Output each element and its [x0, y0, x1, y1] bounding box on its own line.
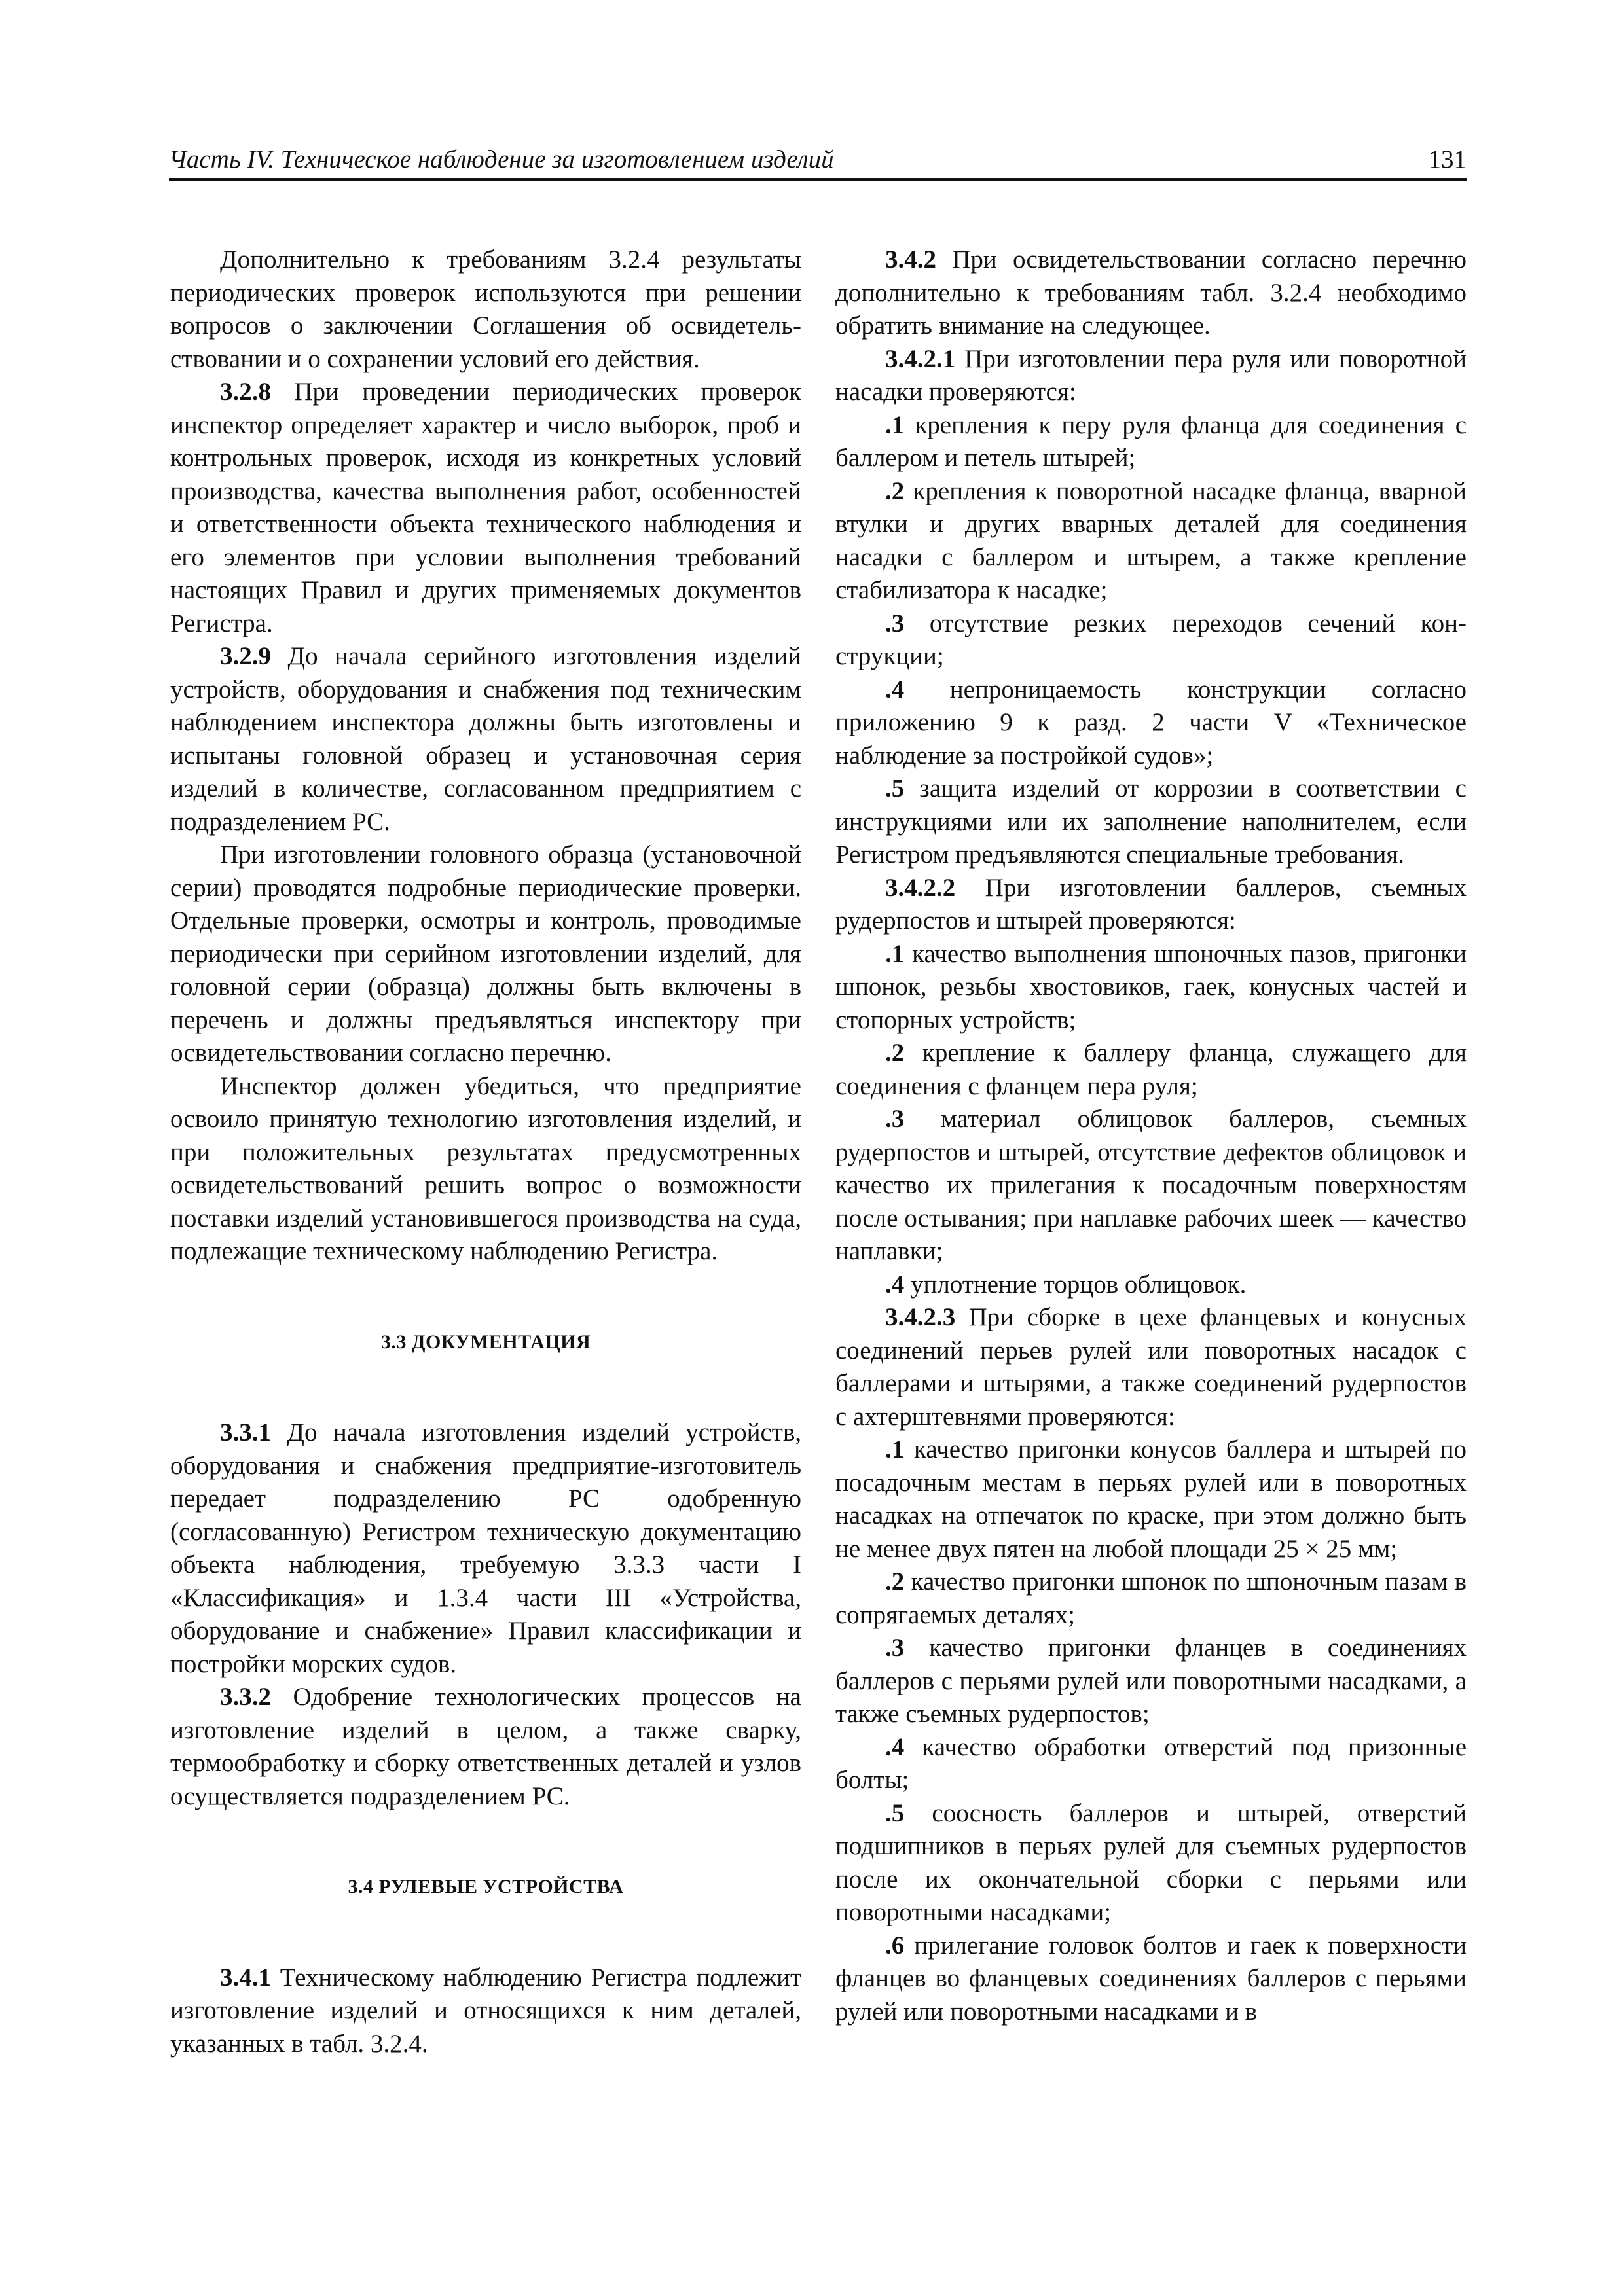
paragraph: 3.4.1 Техническому наблюдению Регистра подлежит изготовление изделий и относящихся к ним деталей, указанных в табл. 3.2.4.: [170, 1963, 801, 2058]
paragraph: 3.2.9 До начала серийного изготовления изделий устройств, оборудования и снабжения под техническим наблюдением инспектора должны быть изготовлены и испытаны головной образец и установочная серия изделий в количестве, согласованном предприятием с подразделением РС.: [170, 642, 801, 836]
list-item: .1 качество выполнения шпоночных пазов, пригонки шпонок, резьбы хвостовиков, гаек, конусных частей и стопорных устройств;: [835, 939, 1467, 1034]
list-item: .4 качество обработки отверстий под призонные болты;: [835, 1732, 1467, 1794]
list-item: .4 непроницаемость конструкции согласно приложению 9 к разд. 2 части V «Техническое наблюдение за постройкой судов»;: [835, 675, 1467, 770]
paragraph: 3.2.8 При проведении периодических проверок инспектор определяет характер и число выборок, проб и контрольных проверок, исходя из конкретных условий производства, качества выполнения работ, особенностей и ответственности объекта технического наблюдения и его элементов при условии выполнения требований настоящих Правил и других применяемых документов Регистра.: [170, 378, 801, 637]
list-item: .4 уплотнение торцов облицовок.: [885, 1270, 1247, 1299]
list-item: .3 качество пригонки фланцев в соединениях баллеров с перьями рулей или поворотными насадками, а также съемных рудерпостов;: [835, 1634, 1467, 1728]
section-heading-documentation: 3.3 ДОКУМЕНТАЦИЯ: [380, 1331, 591, 1353]
running-header: [169, 135, 1467, 181]
list-item: .2 качество пригонки шпонок по шпоночным пазам в сопрягаемых деталях;: [835, 1568, 1467, 1629]
paragraph: 3.4.2.2 При изготовлении баллеров, съемных рудерпостов и штырей проверяются:: [835, 873, 1467, 935]
list-item: .2 крепления к поворотной насадке фланца, вварной втулки и других вварных деталей для соединения насадки с баллером и штырем, а также крепление стабилизатора к насадке;: [835, 476, 1467, 604]
list-item: .1 качество пригонки конусов баллера и штырей по посадочным местам в перьях рулей или в поворотных насадках на отпечаток по краске, при этом должно быть не менее двух пятен на любой площади 25 × 25 мм;: [835, 1435, 1467, 1563]
paragraph: Дополнительно к требованиям 3.2.4 результаты периодических проверок используются при решении вопросов о заключении Соглашения об освидетельствовании и о сохранении условий его действия.: [170, 245, 801, 373]
list-item: .3 материал облицовок баллеров, съемных рудерпостов и штырей, отсутствие дефектов облицовок и качество их прилегания к посадочным поверхностям после остывания; при наплавке рабочих шеек — качество наплавки;: [835, 1105, 1467, 1265]
paragraph: 3.4.2.1 При изготовлении пера руля или поворотной насадки проверяются:: [835, 344, 1467, 406]
list-item: .3 отсутствие резких переходов сечений конструкции;: [835, 609, 1467, 670]
paragraph: 3.4.2.3 При сборке в цехе фланцевых и конусных соединений перьев рулей или поворотных насадок с баллерами и штырями, а также соединений рудерпостов с ахтерштевнями проверяются:: [835, 1303, 1467, 1431]
right-column: [835, 243, 1467, 2028]
list-item: .5 соосность баллеров и штырей, отверстий подшипников в перьях рулей для съемных рудерпостов после их окончательной сборки с перьями или поворотными насадками;: [835, 1799, 1467, 1926]
page-number: 131: [1428, 145, 1467, 173]
left-column: [170, 243, 801, 2060]
header-title: Часть IV. Техническое наблюдение за изготовлением изделий: [169, 145, 834, 173]
list-item: .2 крепление к баллеру фланца, служащего для соединения с фланцем пера руля;: [835, 1039, 1467, 1100]
paragraph: При изготовлении головного образца (установочной серии) проводятся подробные периодические проверки. Отдельные проверки, осмотры и контроль, проводимые периодически при серийном изготовлении изделий, для головной серии (образца) должны быть включены в перечень и должны предъявляться инспектору при освидетельствовании согласно перечню.: [170, 840, 801, 1067]
section-heading-steering-gear: 3.4 РУЛЕВЫЕ УСТРОЙСТВА: [348, 1876, 624, 1897]
list-item: .6 прилегание головок болтов и гаек к поверхности фланцев во фланцевых соединениях баллеров с перьями рулей или поворотными насадками и в: [835, 1931, 1467, 2026]
paragraph: 3.4.2 При освидетельствовании согласно перечню дополнительно к требованиям табл. 3.2.4 необходимо обратить внимание на следующее.: [835, 245, 1467, 340]
paragraph: Инспектор должен убедиться, что предприятие освоило принятую технологию изготовления изделий, и при положительных результатах предусмотренных освидетельствований решить вопрос о возможности поставки изделий установившегося производства на суда, подлежащие техническому наблюдению Регистра.: [170, 1071, 801, 1265]
list-item: .1 крепления к перу руля фланца для соединения с баллером и петель штырей;: [835, 410, 1467, 472]
paragraph: 3.3.1 До начала изготовления изделий устройств, оборудования и снабжения предприятие-изготовитель передает подразделению РС одобренную (согласованную) Регистром техническую документацию объекта наблюдения, требуемую 3.3.3 части I «Классификация» и 1.3.4 части III «Устройства, оборудование и снабжение» Правил классификации и постройки морских судов.: [170, 1418, 801, 1678]
list-item: .5 защита изделий от коррозии в соответствии с инструкциями или их заполнение наполнителем, если Регистром предъявляются специальные требования.: [835, 774, 1467, 869]
paragraph: 3.3.2 Одобрение технологических процессов на изготовление изделий в целом, а также сварку, термообработку и сборку ответственных деталей и узлов осуществляется подразделением РС.: [170, 1683, 801, 1810]
